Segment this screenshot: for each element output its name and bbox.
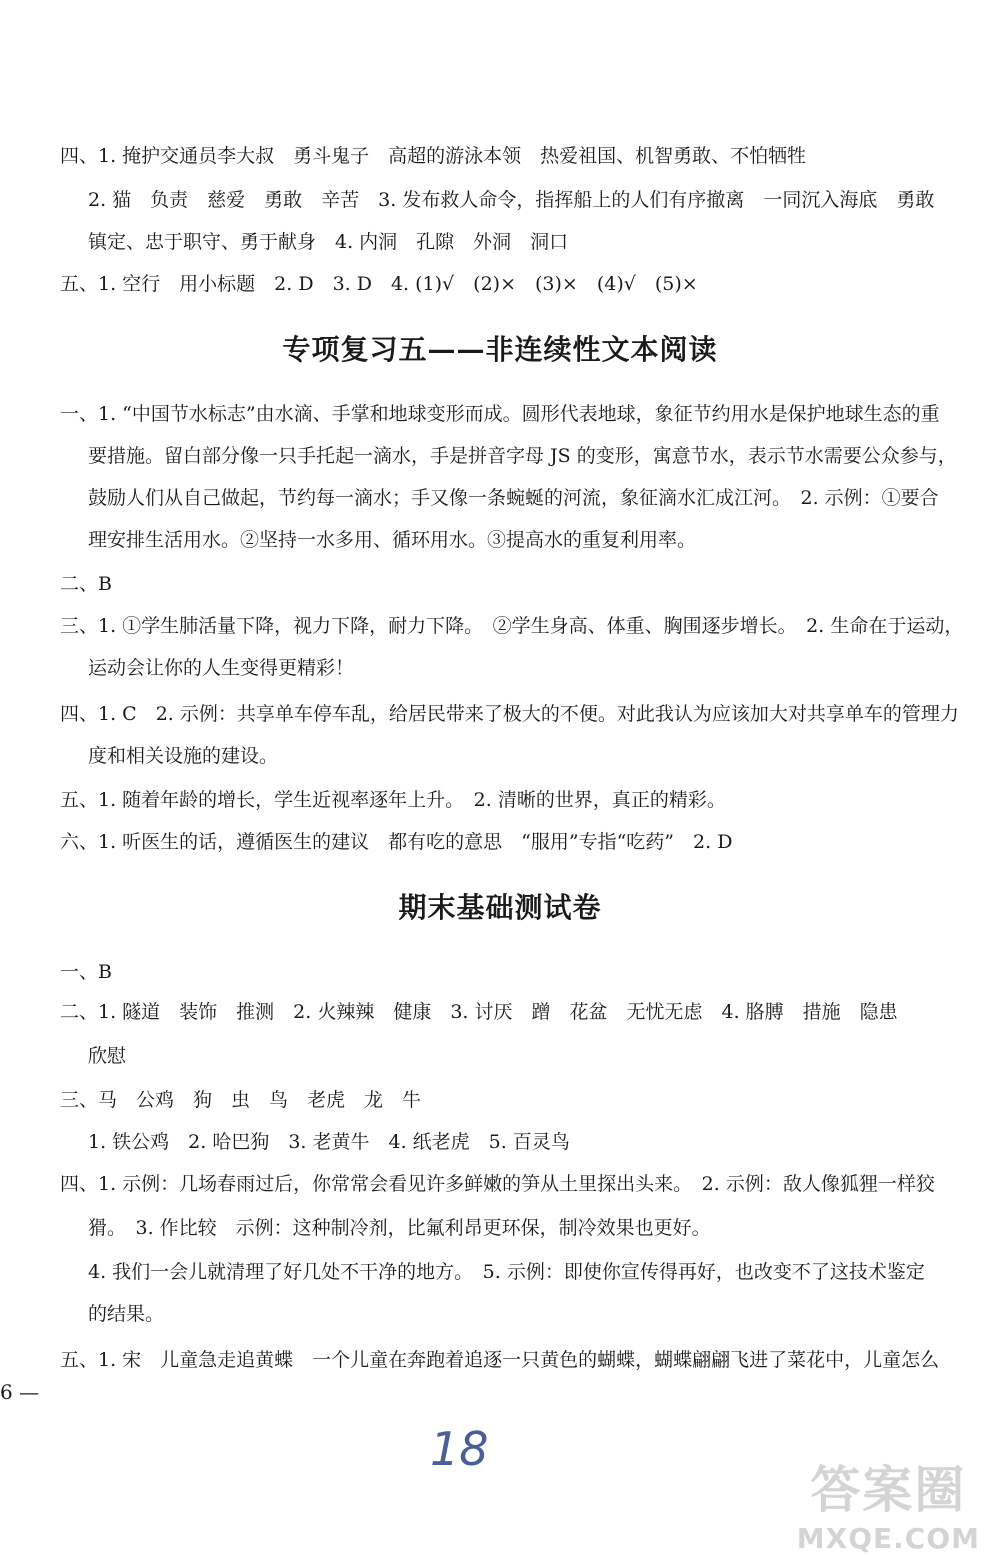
text-line: 五、1. 空行 用小标题 2. D 3. D 4. (1)√ (2)× (3)× (4)√ (5)× [60,273,698,295]
text-line: 欣慰 [88,1045,127,1067]
text-line: 的结果。 [88,1303,165,1325]
text-line: 三、1. ①学生肺活量下降，视力下降，耐力下降。 ②学生身高、体重、胸围逐步增长。 2. 生命在于运动， [60,615,964,637]
watermark-logo [797,1450,980,1555]
text-line: 一、1. “中国节水标志”由水滴、手掌和地球变形而成。圆形代表地球，象征节约用水是保护地球生态的重 [60,403,940,425]
text-line: 二、B [60,573,112,595]
watermark-url: MXQE.COM [796,1522,980,1555]
text-line: 二、1. 隧道 装饰 推测 2. 火辣辣 健康 3. 讨厌 蹭 花盆 无忧无虑 4. 胳膊 措施 隐患 [60,1001,898,1023]
section-title: 专项复习五——非连续性文本阅读 [282,333,718,366]
text-line: 四、1. 掩护交通员李大叔 勇斗鬼子 高超的游泳本领 热爱祖国、机智勇敢、不怕牺牲 [60,145,807,167]
text-line: 理安排生活用水。②坚持一水多用、循环用水。③提高水的重复利用率。 [88,529,697,551]
handwritten-page-mark: 18 [430,1422,489,1476]
text-line: 运动会让你的人生变得更精彩！ [88,657,355,679]
text-line: 度和相关设施的建设。 [88,745,279,767]
text-line: 4. 我们一会儿就清理了好几处不干净的地方。 5. 示例：即使你宣传得再好，也改变不了这技术鉴定 [88,1261,925,1283]
text-line: 四、1. 示例：几场春雨过后，你常常会看见许多鲜嫩的笋从土里探出头来。 2. 示例：敌人像狐狸一样狡 [60,1173,935,1195]
page-number: 6 — [0,1380,40,1404]
text-line: 要措施。留白部分像一只手托起一滴水，手是拼音字母 JS 的变形，寓意节水，表示节水需要公众参与， [88,445,957,467]
text-line: 猾。 3. 作比较 示例：这种制冷剂，比氟利昂更环保，制冷效果也更好。 [88,1217,711,1239]
text-line: 六、1. 听医生的话，遵循医生的建议 都有吃的意思 “服用”专指“吃药” 2. D [60,831,733,853]
text-line: 五、1. 宋 儿童急走追黄蝶 一个儿童在奔跑着追逐一只黄色的蝴蝶，蝴蝶翩翩飞进了菜花中，儿童怎么 [60,1349,940,1371]
text-line: 鼓励人们从自己做起，节约每一滴水；手又像一条蜿蜒的河流，象征滴水汇成江河。 2. 示例：①要合 [88,487,939,509]
text-line: 1. 铁公鸡 2. 哈巴狗 3. 老黄牛 4. 纸老虎 5. 百灵鸟 [88,1131,570,1153]
text-line: 四、1. C 2. 示例：共享单车停车乱，给居民带来了极大的不便。对此我认为应该加大对共享单车的管理力 [60,703,959,725]
text-line: 三、马 公鸡 狗 虫 鸟 老虎 龙 牛 [60,1089,422,1111]
watermark-text: 答案圈 [810,1461,967,1519]
section-title: 期末基础测试卷 [398,891,602,924]
text-line: 一、B [60,961,112,983]
text-line: 五、1. 随着年龄的增长，学生近视率逐年上升。 2. 清晰的世界，真正的精彩。 [60,789,726,811]
text-line: 2. 猫 负责 慈爱 勇敢 辛苦 3. 发布救人命令，指挥船上的人们有序撤离 一同沉入海底 勇敢 [88,189,935,211]
text-line: 镇定、忠于职守、勇于献身 4. 内洞 孔隙 外洞 洞口 [88,231,569,253]
